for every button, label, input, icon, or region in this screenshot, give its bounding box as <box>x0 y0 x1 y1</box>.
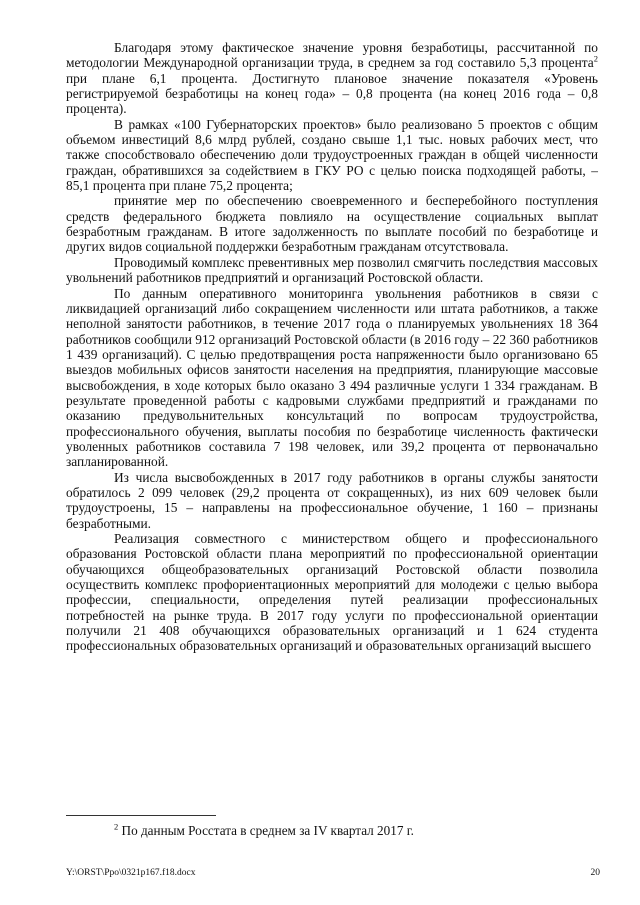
body-text <box>66 40 598 654</box>
paragraph-federal-budget: принятие мер по обеспечению своевременного и бесперебойного поступления средств федерального бюджета повлияло на осуществление социальных выплат безработным гражданам. В итоге задолженность по выплате пособий по безработице и других видов социальной поддержки безработным гражданам отсутствовала. <box>66 193 598 255</box>
footer-file-path: Y:\ORST\Ppo\0321p167.f18.docx <box>66 868 196 878</box>
paragraph-unemployment-rate <box>66 40 598 117</box>
footnote-text: По данным Росстата в среднем за IV квартал 2017 г. <box>118 823 414 838</box>
paragraph-career-guidance: Реализация совместного с министерством общего и профессионального образования Ростовской области плана мероприятий по профессиональной ориентации обучающихся общеобразовательных организаций Ростовской области позволила осуществить комплекс профориентационных мероприятий для молодежи с целью выбора профессии, специальности, определения путей реализации профессиональных потребностей на рынке труда. В 2017 году услуги по профессиональной ориентации получили 21 408 обучающихся образовательных организаций и 1 624 студента профессиональных образовательных организаций и образовательных организаций высшего <box>66 531 598 654</box>
footnote-number: 2 <box>114 821 119 832</box>
paragraph-layoff-monitoring: По данным оперативного мониторинга увольнения работников в связи с ликвидацией организаций либо сокращением численности или штата работников, а также неполной занятости работников, в течение 2017 года о планируемых увольнениях 18 364 работников сообщили 912 организаций Ростовской области (в 2016 году – 22 360 работников 1 439 организаций). С целью предотвращения роста напряженности было организовано 65 выездов мобильных офисов занятости населения на предприятия, планирующие массовые высвобождения, в ходе которых было оказано 3 494 различные услуги 1 334 гражданам. В результате проведенной работы с кадровыми службами предприятий и гражданами по оказанию предувольнительных консультаций по вопросам трудоустройства, профессионального обучения, выплаты пособия по безработице численность фактически уволенных работников составила 7 198 человек, или 39,2 процента от первоначально запланированной. <box>66 285 598 470</box>
paragraph-governor-projects: В рамках «100 Губернаторских проектов» было реализовано 5 проектов с общим объемом инвестиций 8,6 млрд рублей, создано свыше 1,1 тыс. новых рабочих мест, что также способствовало обеспечению доли трудоустроенных граждан в общей численности граждан, обратившихся за содействием в ГКУ РО с целью поиска подходящей работы, – 85,1 процента при плане 75,2 процента; <box>66 116 598 194</box>
page-number: 20 <box>590 868 600 878</box>
footnote-separator <box>66 815 216 816</box>
footnote-reference: 2 <box>593 53 598 64</box>
paragraph-text: при плане 6,1 процента. Достигнуто плановое значение показателя «Уровень регистрируемой безработицы на конец года» – 0,8 процента (на конец 2016 года – 0,8 процента). <box>66 70 598 117</box>
paragraph-released-workers: Из числа высвобожденных в 2017 году работников в органы службы занятости обратилось 2 099 человек (29,2 процента от сокращенных), из них 609 человек были трудоустроены, 15 – направлены на профессиональное обучение, 1 160 – признаны безработными. <box>66 469 598 531</box>
paragraph-text: Благодаря этому фактическое значение уровня безработицы, рассчитанной по методологии Международной организации труда, в среднем за год составило 5,3 процента <box>66 40 598 71</box>
footnote <box>66 823 598 839</box>
paragraph-preventive-measures: Проводимый комплекс превентивных мер позволил смягчить последствия массовых увольнений работников предприятий и организаций Ростовской области. <box>66 254 598 286</box>
